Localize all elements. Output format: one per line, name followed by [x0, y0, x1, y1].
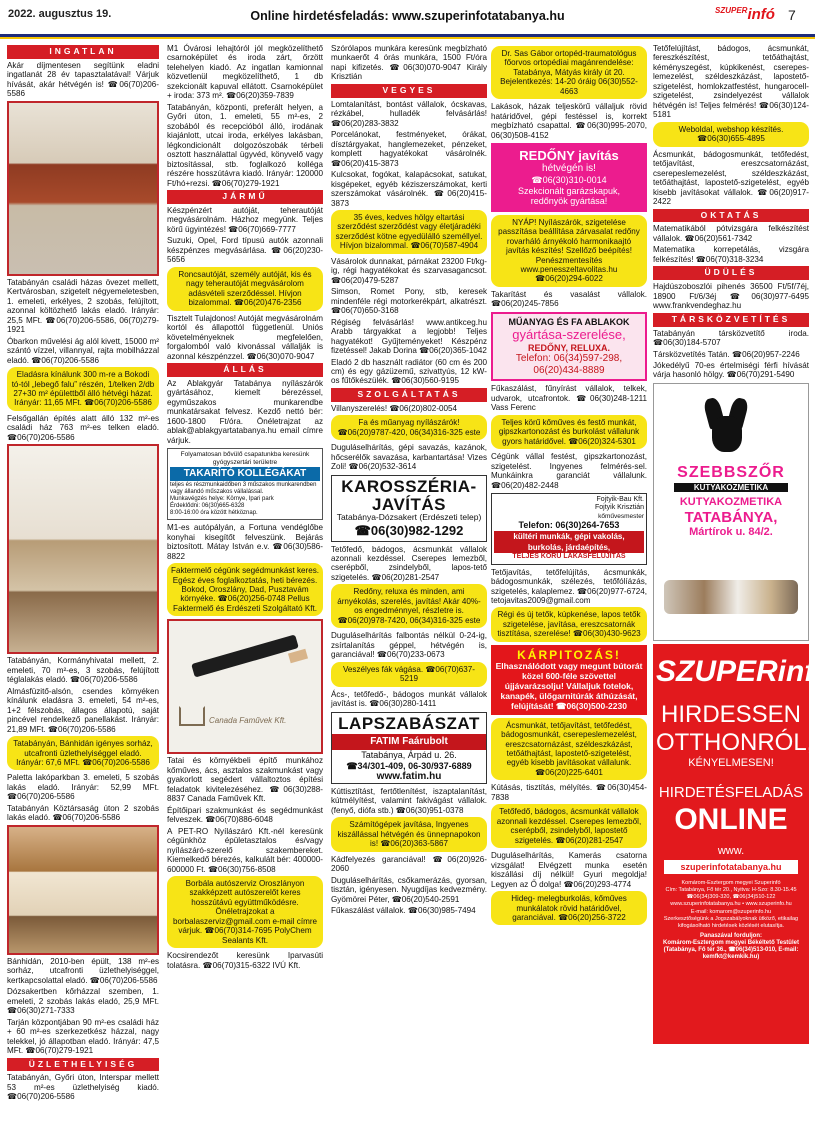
classified-ad: Kocsirendezőt keresünk Iparvasúti tolatásra. ☎06(70)315-6322 IVÚ Kft.: [167, 951, 323, 970]
highlighted-ad: Számítógépek javítása, Ingyenes kiszállással hétvégén és ünnepnapokon is! ☎06(20)363-5867: [331, 817, 487, 851]
ad-address: Tatabánya-Dózsakert (Erdészeti telep): [336, 512, 482, 523]
ad-website[interactable]: www.fatim.hu: [376, 771, 442, 783]
page-number: 7: [788, 7, 796, 23]
section-heading-uzlethelyiseg: ÜZLETHELYISÉG: [7, 1058, 159, 1072]
highlighted-ad: Faktermelő cégünk segédmunkást keres. Egész éves foglalkoztatás, heti bérezés. Bokod, Oroszlány, Dad, Pusztavám környéke. ☎06(20)256-0748 Pellus Faktermelő és Erdészeti Szolgáltató Kft.: [167, 563, 323, 616]
ad-address: Mártírok u. 84/2.: [689, 526, 773, 539]
page-header: [0, 0, 815, 36]
ad-city: TATABÁNYA,: [684, 508, 778, 526]
classified-ad: Tarján központjában 90 m²-es családi ház + 60 m²-es szerkezetkész házzal, nagy telekkel, jó állapotban eladó. Irányár: 47,5 MFt. ☎06(70)279-1921: [7, 1017, 159, 1056]
classified-ad: Duguláselhárítás, Kamerás csatorna vizsgálat! Elvégzett munka esetén kiszállási díj nélkül! Gyuri megoldja! Legyen az Ő dolga! ☎06(20)293-4774: [491, 851, 647, 889]
ad-phone: ☎06(30)310-0014: [531, 175, 607, 186]
classified-ad: Lakások, házak teljeskörű vállaljuk rövid határidővel, gépi festéssel is, korrekt megbízható csapattal. ☎06(30)995-2070, 06(30)508-4152: [491, 102, 647, 140]
classified-ad: Paletta lakóparkban 3. emeleti, 5 szobás lakás eladó. Irányár: 52,99 MFt. ☎06(70)206-5586: [7, 773, 159, 802]
construction-company-ad: [491, 493, 647, 564]
classified-ad: Óbarkon művelési ág alól kivett, 15000 m² szántó vízzel, villannyal, rajta mobilházzal eladó. ☎06(70)206-5586: [7, 336, 159, 365]
ad-title: MŰANYAG ÉS FA ABLAKOK: [508, 316, 630, 327]
classified-ad: Kádfelyezés garanciával! ☎06(20)926-2060: [331, 854, 487, 874]
highlighted-ad: Hideg- melegburkolás, kőműves munkálatok rövid határidővel, garanciával. ☎06(20)256-3722: [491, 891, 647, 925]
classified-ad: Tisztelt Tulajdonos! Autóját megvásárolnám kortól és állapottól függetlenül. Uniós követelményeknek megfelelően, forgalomból való kivonással vállalják is azonnal készpénzzel. ☎06(30)070-9047: [167, 313, 323, 361]
classified-ad: Ácsmunkát, bádogosmunkát, tetőfedést, tetőjavítást, ereszcsatornázást, cserepeslemezelést, széldeszkázást, tetőáthajtást, lapostető-szigetelést, egyéb kisebb javításokat vállalok. ☎06(20)917-2422: [653, 149, 809, 207]
highlighted-ad: Tatabányán, Bánhidán igényes sorház, utcafronti üzlethelyiséggel eladó. Irányár: 67,6 MFt. ☎06(70)206-5586: [7, 736, 159, 770]
classified-ad: Kútásás, tisztítás, mélyítés. ☎06(30)454-7838: [491, 783, 647, 802]
column-3: [331, 44, 487, 1124]
classified-ad: M1 Óvárosi lehajtóról jól megközelíthető csarnoképület és iroda zárt, őrzött telehelyen kiadó. Az ingatlan kamionnal közvetlenül megközelíthető, 1 db szekcionált kapuval ellátott. Csarnoképület + iroda: 373 m². ☎06(20)359-7839: [167, 44, 323, 101]
header-rule-yellow: [0, 37, 815, 39]
classified-ad: Bánhidán, 2010-ben épült, 138 m²-es sorház, utcafronti üzlethelyiséggel, kertkapcsolattal eladó. ☎06(70)206-5586: [7, 956, 159, 985]
classified-ad: Fűkaszálást vállalok. ☎06(30)985-7494: [331, 905, 476, 915]
classified-ad: Kulcsokat, fogókat, kalapácsokat, satukat, kisgépeket, egyéb kéziszerszámokat, kerti szerszámokat vásárolnék. ☎06(20)415-3873: [331, 170, 487, 208]
classified-ad: Építőipari szakmunkást és segédmunkást felveszek. ☎06(70)886-6048: [167, 805, 323, 825]
complaint-info: Panaszával forduljon: Komárom-Esztergom megyei Békéltető Testület (Tatabánya, Fő tér 36., ☎06(34)513-010, E-mail: kemfkt@kemkik.hu): [663, 933, 799, 961]
shutter-repair-ad: [491, 143, 647, 211]
highlighted-ad: Dr. Sas Gábor ortopéd-traumatológus főorvos ortopédiai magánrendelése: Tatabánya, Mátyás király út 20. Bejelentkezés: 14-20 óráig 06(30)552-4663: [491, 46, 647, 99]
highlighted-ad: Roncsautóját, személy autóját, kis és nagy teherautóját megvásárolom adásvételi szerződéssel. Hívjon bizalommal. ☎06(20)476-2356: [167, 267, 323, 311]
ad-title: KUTYAKOZMETIKA: [679, 496, 783, 509]
ad-phone: Telefon: 06(30)264-7653: [494, 520, 644, 531]
dog-grooming-ad: [653, 383, 809, 641]
window-manufacturing-ad: [491, 312, 647, 382]
szuperinfo-promo: [653, 644, 833, 1044]
classified-ad: Hajdúszoboszlói pihenés 36500 Ft/5f/7éj, 18900 Ft/6/3éj ☎06(30)977-6495 www.frankvendeghaz.hu: [653, 282, 809, 311]
classified-ad: Társközvetítés Tatán. ☎06(20)957-2246: [653, 349, 800, 359]
ad-line: teljes és részmunkaidőben 3 műszakos munkarendben vagy állandó műszakos vállalással.: [170, 482, 317, 496]
upholstery-ad: [491, 645, 647, 715]
classified-ad: Suzuki, Opel, Ford típusú autók azonnali készpénzes megvásárlása. ☎06(20)230-5656: [167, 236, 323, 265]
classified-ad: Vásárolok dunnakat, párnákat 23200 Ft/kg-ig, régi hagyatékokat és szarvasagancsot. ☎06(20)479-5287: [331, 256, 487, 285]
pencil-tip-icon: [288, 649, 308, 664]
classified-ad: Tatabányán családi házas övezet mellett, Kertvárosban, szigetelt négyemeletesben, 1. emeleti, erkélyes, 2 szobás, felújított, azonnal költözhető lakás eladó. Irányár: 25,5 MFt. ☎06(70)206-5586, 06(70)279-1921: [7, 277, 159, 335]
classified-ad: Akár díjmentesen segítünk eladni ingatlanát 28 év tapasztalatával! Várjuk hívását, akár hétvégén is! ☎06(70)206-5586: [7, 60, 159, 99]
promo-line: ONLINE: [674, 802, 788, 836]
highlighted-ad: Ácsmunkát, tetőjavítást, tetőfedést, bádogosmunkát, cserepeslemezelést, ereszcsatornázást, széldeszkázást, tetőáthajtást, lapostető-szigetelést, egyéb kisebb javításokat vállalunk. ☎06(20)225-6401: [491, 718, 647, 781]
panel-cutting-ad: [331, 712, 487, 784]
classified-ad: Villanyszerelés! ☎06(20)802-0054: [331, 403, 458, 413]
ad-address: Tatabánya, Árpád u. 26.: [361, 750, 457, 761]
promo-line: HIRDESSEN: [660, 701, 802, 729]
classified-ad: Duguláselhárítás, gépi savazás, kazánok, hőcserélők savazása, karbantartása! Vizes Zoli! ☎06(20)532-3614: [331, 443, 487, 472]
ad-phone: Telefon: 06(34)597-298,: [515, 353, 623, 365]
cleaner-job-ad: [167, 448, 323, 520]
ad-line: kültéri munkák, gépi vakolás,: [494, 531, 644, 542]
classified-ad: Tatabányán Köztársaság úton 2 szobás lakás eladó. ☎06(70)206-5586: [7, 803, 159, 823]
kitchen-photo: [7, 101, 159, 276]
room-photo: [7, 825, 159, 955]
classified-ad: Tetőjavítás, tetőfelújítás, ácsmunkák, bádogosmunkák, szélezés, tetőfólíázás, szigetelés, kalaplemez. ☎06(20)977-6724, tetojavitas2009@gmail.com: [491, 567, 647, 605]
issue-date: 2022. augusztus 19.: [8, 8, 112, 20]
highlighted-ad: Fa és műanyag nyílászárók! ☎06(20)9787-420, 06(34)316-325 este: [331, 415, 487, 440]
classified-ad: Lomtalanítást, bontást vállalok, ócskavas, rézkábel, hulladék felvásárlás! ☎06(20)283-3832: [331, 99, 487, 128]
highlighted-ad: Tetőfedő, bádogos, ácsmunkát vállalok azonnali kezdéssel. Cserepes lemezből, cserépből, zsindelyből, lapostető szigetelés. ☎06(20)281-2547: [491, 804, 647, 848]
classified-ad: Dózsakertben kőrházzal szemben, 1. emeleti, 2 szobás lakás eladó, 25,9 MFt. ☎06(30)271-7333: [7, 987, 159, 1016]
classified-ad: Szórólapos munkára keresünk megbízható munkaerőt 4 órás munkára, 1500 Ft/óra napi kifizetés. ☎06(30)070-9047 Király Krisztián: [331, 44, 487, 82]
ad-line: redőnyök gyártása!: [530, 196, 608, 207]
classified-ad: Tatabányán, központi, preferált helyen, a Győri úton, 1. emeleti, 55 m²-es, 2 szobából és recepcióból álló, irodának kiajánlott, utcai iroda, erkélyes lakásban, légkondicionált dolgozószobák térbeli osztott használattal ügyvéd, könyvelő vagy biztosítással, stb. foglalkozó kolléga részére hosszútávra kiadó. Irányár: 120000 Ft/hó+rezsi. ☎06(70)279-1921: [167, 102, 323, 188]
classified-ad: Matematika korrepetálás, vizsgára felkészítés! ☎06(70)318-3234: [653, 245, 809, 264]
house-logo-icon: [179, 706, 205, 726]
classified-ad: Eladó 2 db használt radiátor (60 cm és 200 cm) és egy gázüzemű, szivattyús, 12 kW-os fűtőkészülék. ☎06(30)560-9195: [331, 357, 487, 386]
highlighted-ad: NYÁP! Nyílászárók, szigetelése passzítása beállítása zárvasalat redőny rovarháló árnyékoló harmonikaajtó javítás készítés! Szellőző beépítés! Penészmentesítés www.penesszeltavolitas.hu ☎06(20)294-6022: [491, 215, 647, 287]
column-1: [7, 44, 159, 1124]
classified-ad: Jókedélyű 70-es értelmiségi férfi hívását várja hasonló hölgy. ☎06(70)291-5490: [653, 361, 809, 380]
section-heading-szolgaltatas: SZOLGÁLTATÁS: [331, 388, 487, 402]
classified-ad: Kúttisztítást, fertőtlenítést, iszaptalanítást, kútmélyítést, valamint fakivágást vállalok. (fenyő, diófa stb.) ☎06(30)951-0378: [331, 786, 487, 815]
classified-ad: Takarítást és vasalást vállalok. ☎06(20)245-7856: [491, 289, 647, 309]
ad-phone: ☎06(30)982-1292: [354, 523, 464, 539]
classified-ad: Duguláselhárítás, csőkamerázás, gyorsan, tisztán, igényesen. Nyugdíjas kedvezmény. Gyömörei Péter, ☎06(20)540-2591: [331, 875, 487, 904]
ad-profession: kőművesmester: [598, 512, 644, 520]
ad-line: TELJES KÖRŰ LAKÁSFELÚJÍTÁS: [512, 553, 626, 561]
highlighted-ad: Redőny, reluxa és minden, ami árnyékolás, szerelés, javítás! Akár 40%-os engedménnyel, részletre is. ☎06(20)978-7420, 06(34)316-325 este: [331, 584, 487, 628]
section-heading-ingatlan: INGATLAN: [7, 45, 159, 59]
section-heading-udules: ÜDÜLÉS: [653, 266, 809, 280]
ad-title: TAKARÍTÓ KOLLÉGÁKAT: [170, 467, 320, 481]
classified-ad: Az Ablakgyár Tatabánya nyílászárók gyártásához, kiemelt bérezéssel, egyműszakos munkarendbe munkatársakat felvesz. Kezdő nettó bér: 1600-1800 Ft/óra. Önéletrajzat az ablak@ablakgyartatabanya.hu email címre várjuk.: [167, 378, 323, 445]
classified-ad: Duguláselhárítás falbontás nélkül 0-24-ig, zsírtalanítás géppel, hétvégén is, garanciával! ☎06(70)233-0673: [331, 631, 487, 660]
classified-ad: Felsőgallán építés alatt álló 132 m²-es családi ház 763 m²-es telken eladó. ☎06(70)206-5586: [7, 413, 159, 442]
pencil-icon: [191, 635, 299, 678]
classified-ad: Cégünk vállal festést, gipszkartonozást, szigetelést. Ingyenes felmérés-sel. Munkáinkra garanciát vállalunk. ☎06(20)482-2448: [491, 452, 647, 490]
ad-logo-sub: KUTYAKOZMETIKA: [674, 483, 788, 492]
ad-title: KÁRPITOZÁS!: [517, 647, 621, 662]
classified-ad: Tetőfelújítást, bádogos, ácsmunkát, fereszkészítést, tetőáthajtást, kéményszegést, kúpkikenést, cserepes-lemezelést, széldeszkázást, lapostető-szigetelést, homlokzatfestést, hungarocell-szigetelést, zsindelyezést vállalok hétvégén is! Teljes felmérés! ☎06(30)124-5181: [653, 44, 809, 120]
ad-line: Munkavégzés helye: Környe, Ipari park: [170, 496, 274, 503]
promo-url-prefix: www.: [717, 844, 745, 857]
classified-ad: Tatabányán társközvetítő iroda. ☎06(30)184-5707: [653, 328, 809, 348]
section-heading-tarskozvetites: TÁRSKÖZVETÍTÉS: [653, 313, 809, 327]
ad-phone: ☎34/301-409, 06-30/937-6889: [346, 760, 472, 771]
classified-ad: Régiség felvásárlás! www.antikceg.hu Arabb tárgyakkat a legjobb! Teljes hagyatékot! Gyűjteményeket! Készpénz fizetéssel! Jakab Dorina ☎06(20)365-1042: [331, 317, 487, 356]
highlighted-ad: Eladásra kínálunk 300 m-re a Bokodi tó-tól „lebegő falu” részén, 1/telken 2/db 27+30 m² épülettből álló hétvégi házat. Irányár: 11,65 MFt. ☎06(70)206-5586: [7, 367, 159, 411]
highlighted-ad: Borbála autószerviz Oroszlányon szakképzett autószerelőt keres hosszútávú együttműködésre. Önéletrajzokat a borbalaszerviz@gmail.com e-mail címre várjuk. ☎06(70)314-7695 PolyChem Sealants Kft.: [167, 876, 323, 948]
ad-title: KAROSSZÉRIA-: [341, 476, 477, 496]
highlighted-ad: Veszélyes fák vágása. ☎06(70)637-5219: [331, 662, 487, 687]
bodywork-repair-ad: [331, 475, 487, 542]
ad-line: Szekcionált garázskapuk,: [517, 185, 621, 196]
highlighted-ad: Régi és új tetők, kúpkenése, lapos tetők szigetelése, javítása, ereszcsatornák tisztítása, szerelése! ☎06(30)430-9623: [491, 607, 647, 641]
ad-line: REDŐNY, RELUXA.: [527, 342, 610, 353]
company-logo-text: Canada Faművek Kft.: [209, 716, 287, 726]
classified-ad: Ács-, tetőfedő-, bádogos munkát vállalok javítást is. ☎06(30)280-1411: [331, 689, 487, 709]
section-heading-allas: ÁLLÁS: [167, 363, 323, 377]
ad-phone: 06(20)434-8889: [533, 364, 605, 376]
classified-ad: Tetőfedő, bádogos, ácsmunkát vállalok azonnali kezdéssel. Cserepes lemezből, cserépből, zsindelyből, lapos-tető szigetelés. ☎06(20)281-2547: [331, 544, 487, 582]
highlighted-ad: 35 éves, kedves hölgy eltartási szerződést szerződést vagy életjáradéki szerződést kötne egyedülálló személlyel. Hívjon bizalommal. ☎06(70)587-4904: [331, 210, 487, 254]
column-2: [167, 44, 323, 1124]
classified-ad: A PET-RO Nyílászáró Kft.-nél keresünk cégünkhöz épületasztalos és/vagy nyílászáró-szerelő szakembereket. Kiemelkedő bérezés, kalkulált bér: 400000-600000 Ft. ☎06(30)756-8508: [167, 826, 323, 874]
column-5: [653, 44, 833, 1124]
promo-line: HIRDETÉSFELADÁS: [658, 784, 804, 802]
column-4: [491, 44, 647, 1124]
szuperinfo-logo: SZUPERinfó: [656, 654, 833, 688]
classified-ad: Simson, Romet Pony, stb, keresek mindenféle régi motorkerékpárt, alkatrészt. ☎06(70)650-3168: [331, 287, 487, 316]
promo-url[interactable]: szuperinfotatabanya.hu: [664, 860, 798, 875]
ad-line: Érdeklődni: 06(30)665-6328: [170, 503, 245, 510]
szuperinfo-logo: SZUPERinfó: [715, 6, 775, 23]
classified-ad: Tatabányán, Győri úton, Interspar mellett 53 m²-es üzlethelyiség kiadó. ☎06(70)206-5586: [7, 1073, 159, 1102]
online-ad-link[interactable]: Online hirdetésfeladás: www.szuperinfotatabanya.hu: [250, 9, 565, 23]
section-heading-vegyes: VEGYES: [331, 84, 487, 98]
ad-line: 8:00-16:00 óra között hétköznap.: [170, 510, 258, 517]
ad-company: FATIM Faárubolt: [332, 734, 486, 750]
classified-ad: M1-es autópályán, a Fortuna vendéglőbe konyhai kisegítőt felveszünk. Bejárás biztosított. Mátay István e.v. ☎06(30)586-8822: [167, 523, 323, 561]
dog-silhouette-icon: [694, 396, 760, 456]
classified-ad: Tatabányán, Kormányhivatal mellett, 2. emeleti, 70 m²-es, 3 szobás, felújított téglalakás eladó. ☎06(70)206-5586: [7, 656, 159, 685]
promo-line: OTTHONRÓL,: [656, 729, 814, 757]
carpenter-pencil-photo: [167, 619, 323, 754]
section-heading-jarmu: JÁRMŰ: [167, 190, 323, 204]
ad-owner: Fojtyik Krisztián: [594, 504, 644, 512]
classified-ad: Tatai és környékbeli építő munkához kőműves, ács, asztalos szakmunkást vagy gyakorlott segédert vállaltoztos építési feladatok kivitelezéséhez. ☎06(30)288-8837 Canada Faművek Kft.: [167, 756, 323, 804]
classified-ad: Porcelánokat, festményeket, órákat, dísztárgyakat, hanglemezeket, pénzeket, komplett hagyatékokat vásárolnék. ☎06(20)415-3873: [331, 130, 487, 168]
section-heading-oktatas: OKTATÁS: [653, 209, 809, 223]
highlighted-ad: Weboldal, webshop készítés. ☎06(30)655-4895: [653, 122, 809, 147]
highlighted-ad: Teljes körű kőműves és festő munkát, gipszkartonozást és burkolást vállalunk gyors határidővel. ☎06(20)324-5301: [491, 415, 647, 449]
ad-title: LAPSZABÁSZAT: [338, 713, 480, 733]
ad-body: Elhasználódott vagy megunt bútorát közel 600-féle szövettel újjávarázsolju! Vállaljuk fotelok, kanapék, ülőgarnitúrák áthúzását, felújítását! ☎06(30)500-2230: [495, 660, 643, 711]
classified-ad: Almásfüzitő-alsón, csendes környéken kínálunk eladásra 3. emeleti, 54 m²-es, 1+2 félszobás, állagos állapotú, saját pincével rendelkező panellakást. Irányár: 21,89 MFt. ☎06(70)206-5586: [7, 686, 159, 734]
ad-logo: SZEBBSZŐR: [677, 463, 785, 481]
ad-subtitle: hétvégén is!: [542, 163, 596, 175]
classified-ad: Matematikából pótvizsgára felkészítést vállalok. ☎06(20)561-7342: [653, 224, 809, 243]
living-room-photo: [7, 444, 159, 654]
classified-ad: Fűkaszálást, fűnyírást vállalok, telkek, udvarok, utcafrontok. ☎06(30)248-1211 Vass Ferenc: [491, 384, 647, 413]
publisher-info: Komárom-Esztergom megyei Szuperinfó Cím: Tatabánya, Fő tér 20., Nyitva: H-Szo: 8.30-15.45 ☎06(34)309-320, ☎06(34)510-122 www.szuperinfotatabanya.hu • www.szuperinfo.hu E-mail: komarom@szuperinfo.hu Szerkesztőségünk a Jogszabályoknak ütköző, etikailag kifogásolható hirdetések közlését elutasítja.: [663, 880, 799, 929]
classified-ad: Készpénzért autóját, teherautóját megvásárolnám. Házhoz megyünk. Teljes körű ügyintézés! ☎06(70)669-7777: [167, 205, 323, 234]
ad-line: burkolás, járdaépítés,: [494, 542, 644, 553]
ad-title: JAVÍTÁS: [371, 494, 447, 514]
ad-intro: Folyamatosan bővülő csapatunkba keresünk gyógyszertári területre: [180, 451, 310, 466]
ad-title: REDŐNY javítás: [519, 148, 619, 164]
promo-line: KÉNYELMESEN!: [688, 757, 774, 770]
ad-subtitle: gyártása-szerelése,: [512, 327, 626, 343]
ad-company: Fojtyik-Bau Kft.: [596, 496, 644, 504]
dogs-photo: [664, 580, 798, 614]
